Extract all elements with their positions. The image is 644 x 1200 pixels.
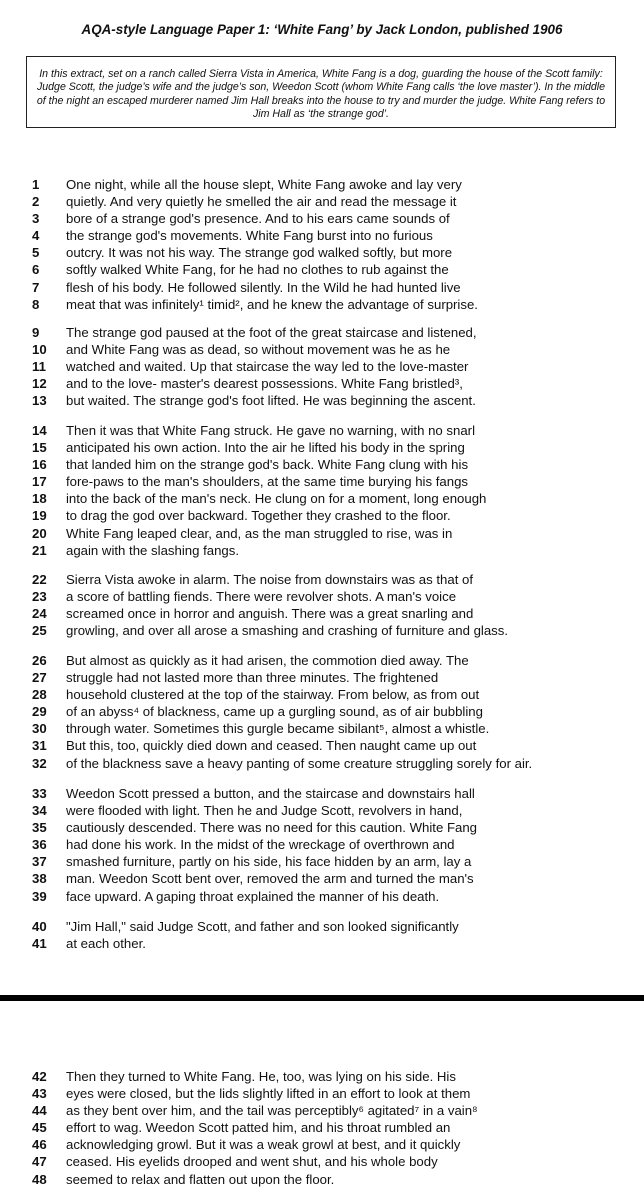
line-number: 20 [32,525,47,541]
text-line [0,210,644,227]
text-line [0,652,644,669]
line-text: One night, while all the house slept, White Fang awoke and lay very [66,177,462,192]
line-text: White Fang leaped clear, and, as the man struggled to rise, was in [66,525,453,541]
line-number: 39 [32,888,47,904]
line-text: of the blackness save a heavy panting of some creature struggling sorely for air. [66,755,533,771]
line-text: acknowledging growl. But it was a weak growl at best, and it quickly [66,1137,461,1153]
line-number: 19 [32,508,47,524]
paragraph-6 [0,785,644,905]
line-text: Sierra Vista awoke in alarm. The noise from downstairs was as that of [66,572,474,587]
line-number: 43 [32,1086,47,1102]
line-text: outcry. It was not his way. The strange god walked softly, but more [66,245,453,261]
line-text: seemed to relax and flatten out upon the floor. [66,1171,335,1187]
line-text: to drag the god over backward. Together they crashed to the floor. [66,508,451,524]
line-text: household clustered at the top of the stairway. From below, as from out [66,687,480,703]
line-text: cautiously descended. There was no need for this caution. White Fang [66,820,478,836]
text-line [0,507,644,524]
text-line [0,918,644,935]
page-divider [0,995,644,1001]
text-line [0,244,644,261]
line-text: watched and waited. Up that staircase the way led to the love-master [66,359,469,375]
text-line [0,703,644,720]
line-number: 27 [32,670,47,686]
line-text: face upward. A gaping throat explained the manner of his death. [66,888,440,904]
text-line [0,358,644,375]
line-number: 29 [32,704,47,720]
line-text: Weedon Scott pressed a button, and the staircase and downstairs hall [66,786,475,801]
line-text: effort to wag. Weedon Scott patted him, and his throat rumbled an [66,1120,451,1136]
line-number: 8 [32,296,40,312]
line-text: The strange god paused at the foot of the great staircase and listened, [66,325,477,340]
paragraph-2 [0,324,644,409]
line-text: and to the love- master's dearest possessions. White Fang bristled³, [66,376,463,392]
text-line [0,870,644,887]
text-line [0,525,644,542]
text-line [0,605,644,622]
paragraph-7 [0,918,644,952]
text-line [0,785,644,802]
line-number: 44 [32,1103,47,1119]
line-number: 24 [32,606,47,622]
paragraph-5 [0,652,644,772]
text-line [0,686,644,703]
text-line [0,1153,644,1170]
line-number: 26 [32,653,47,668]
paragraph-8 [0,1068,644,1188]
line-number: 32 [32,755,47,771]
line-number: 18 [32,491,47,507]
line-text: growling, and over all arose a smashing and crashing of furniture and glass. [66,623,509,639]
line-text: ceased. His eyelids drooped and went shut, and his whole body [66,1154,438,1170]
line-text: again with the slashing fangs. [66,542,240,558]
text-line [0,1068,644,1085]
text-line [0,490,644,507]
line-number: 5 [32,245,40,261]
paragraph-4 [0,571,644,639]
line-text: but waited. The strange god's foot lifted. He was beginning the ascent. [66,393,476,409]
line-number: 46 [32,1137,47,1153]
text-line [0,542,644,559]
line-text: anticipated his own action. Into the air he lifted his body in the spring [66,440,465,456]
text-line [0,456,644,473]
line-number: 6 [32,262,40,278]
text-line [0,261,644,278]
line-text: screamed once in horror and anguish. There was a great snarling and [66,606,474,622]
text-line [0,227,644,244]
text-line [0,737,644,754]
line-number: 9 [32,325,40,340]
text-line [0,439,644,456]
text-line [0,1136,644,1153]
line-text: Then it was that White Fang struck. He gave no warning, with no snarl [66,423,476,438]
line-number: 48 [32,1171,47,1187]
line-number: 42 [32,1069,47,1084]
text-line [0,755,644,772]
line-number: 30 [32,721,47,737]
line-number: 34 [32,803,47,819]
line-text: that landed him on the strange god's back. White Fang clung with his [66,457,469,473]
line-text: struggle had not lasted more than three minutes. The frightened [66,670,439,686]
line-number: 1 [32,177,40,192]
line-number: 36 [32,837,47,853]
paragraph-3 [0,422,644,559]
line-text: softly walked White Fang, for he had no clothes to rub against the [66,262,449,278]
paragraph-1 [0,176,644,313]
intro-box: In this extract, set on a ranch called Sierra Vista in America, White Fang is a dog, guarding the house of the Scott family: Judge Scott, the judge’s wife and the judge’s son, Weedon Scott (whom White Fang calls ‘the love master’). In the middle of the night an escaped murderer named Jim Hall breaks into the house to try and murder the judge. White Fang refers to Jim Hall as ‘the strange god’. [26,56,616,128]
text-line [0,341,644,358]
line-text: "Jim Hall," said Judge Scott, and father and son looked significantly [66,919,459,934]
text-line [0,296,644,313]
line-number: 22 [32,572,47,587]
text-line [0,622,644,639]
line-number: 37 [32,854,47,870]
line-number: 38 [32,871,47,887]
line-text: were flooded with light. Then he and Judge Scott, revolvers in hand, [66,803,463,819]
line-text: a score of battling fiends. There were revolver shots. A man's voice [66,589,457,605]
line-text: at each other. [66,936,146,952]
line-number: 13 [32,393,47,409]
text-line [0,1085,644,1102]
line-text: through water. Sometimes this gurgle became sibilant⁵, almost a whistle. [66,721,490,737]
line-number: 23 [32,589,47,605]
text-line [0,588,644,605]
line-number: 40 [32,919,47,934]
line-number: 7 [32,279,40,295]
line-number: 3 [32,211,40,227]
text-line [0,1102,644,1119]
line-number: 16 [32,457,47,473]
line-text: quietly. And very quietly he smelled the air and read the message it [66,194,457,210]
text-line [0,935,644,952]
line-number: 10 [32,342,47,358]
line-text: as they bent over him, and the tail was perceptibly⁶ agitated⁷ in a vain⁸ [66,1103,478,1119]
line-text: man. Weedon Scott bent over, removed the arm and turned the man's [66,871,474,887]
line-text: fore-paws to the man's shoulders, at the same time burying his fangs [66,474,469,490]
text-line [0,836,644,853]
page-title: AQA-style Language Paper 1: ‘White Fang’ by Jack London, published 1906 [81,22,563,37]
line-text: had done his work. In the midst of the wreckage of overthrown and [66,837,455,853]
line-number: 47 [32,1154,47,1170]
line-number: 28 [32,687,47,703]
text-line [0,720,644,737]
line-number: 41 [32,936,47,952]
line-text: bore of a strange god's presence. And to his ears came sounds of [66,211,450,227]
text-line [0,571,644,588]
line-number: 33 [32,786,47,801]
text-line [0,1119,644,1136]
text-line [0,279,644,296]
line-text: meat that was infinitely¹ timid², and he knew the advantage of surprise. [66,296,478,312]
line-number: 4 [32,228,40,244]
line-number: 21 [32,542,47,558]
text-line [0,802,644,819]
line-number: 17 [32,474,47,490]
text-line [0,1171,644,1188]
text-line [0,176,644,193]
text-line [0,819,644,836]
text-line [0,853,644,870]
text-line [0,375,644,392]
line-text: flesh of his body. He followed silently. In the Wild he had hunted live [66,279,461,295]
line-text: But almost as quickly as it had arisen, the commotion died away. The [66,653,469,668]
line-number: 12 [32,376,47,392]
line-number: 2 [32,194,40,210]
text-line [0,392,644,409]
line-text: eyes were closed, but the lids slightly lifted in an effort to look at them [66,1086,471,1102]
line-number: 31 [32,738,47,754]
line-text: the strange god's movements. White Fang burst into no furious [66,228,433,244]
text-line [0,193,644,210]
text-line [0,473,644,490]
text-line [0,422,644,439]
text-line [0,324,644,341]
text-line [0,888,644,905]
line-text: into the back of the man's neck. He clung on for a moment, long enough [66,491,487,507]
line-text: smashed furniture, partly on his side, his face hidden by an arm, lay a [66,854,472,870]
line-number: 45 [32,1120,47,1136]
line-text: of an abyss⁴ of blackness, came up a gurgling sound, as of air bubbling [66,704,483,720]
line-number: 15 [32,440,47,456]
line-number: 11 [32,359,46,375]
line-text: Then they turned to White Fang. He, too, was lying on his side. His [66,1069,456,1084]
line-number: 14 [32,423,47,438]
text-line [0,669,644,686]
line-text: But this, too, quickly died down and ceased. Then naught came up out [66,738,477,754]
line-number: 35 [32,820,47,836]
line-number: 25 [32,623,47,639]
line-text: and White Fang was as dead, so without movement was he as he [66,342,451,358]
